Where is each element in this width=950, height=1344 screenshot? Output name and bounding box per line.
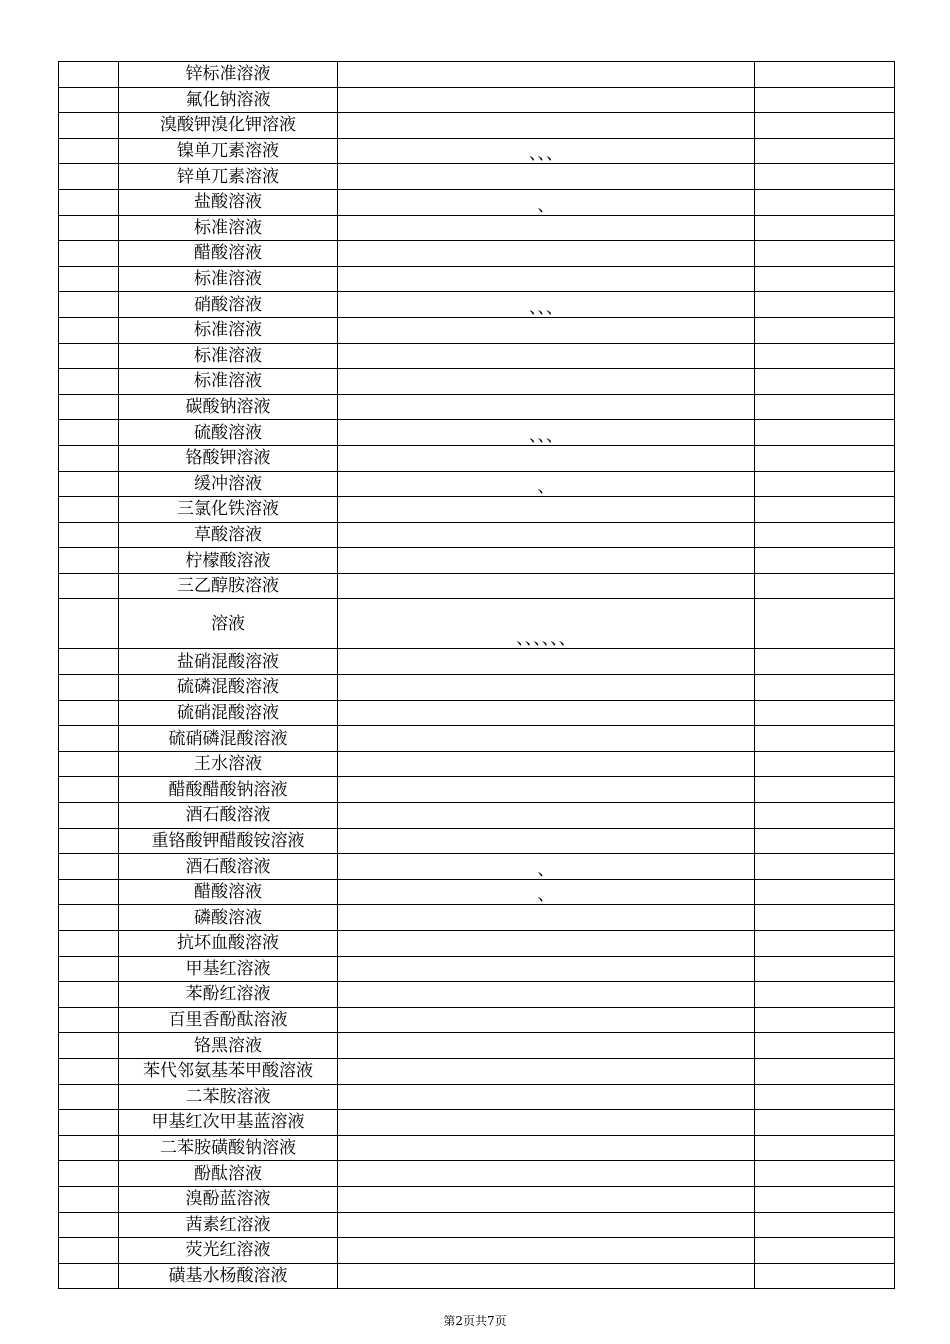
remarks-cell (755, 241, 895, 267)
remarks-cell (755, 956, 895, 982)
table-row (59, 215, 895, 241)
table-row (59, 1161, 895, 1187)
remarks-cell (755, 599, 895, 649)
remarks-cell (755, 573, 895, 599)
remarks-cell (755, 522, 895, 548)
reagent-name-cell: 苯代邻氨基苯甲酸溶液 (119, 1058, 338, 1084)
table-row (59, 445, 895, 471)
table-row (59, 522, 895, 548)
table-row (59, 548, 895, 574)
details-cell (338, 87, 755, 113)
details-cell: 、、、 (338, 420, 755, 446)
remarks-cell (755, 751, 895, 777)
remarks-cell (755, 113, 895, 139)
details-cell (338, 1033, 755, 1059)
remarks-cell (755, 879, 895, 905)
reagent-name-cell: 抗坏血酸溶液 (119, 931, 338, 957)
index-cell (59, 854, 119, 880)
table-row (59, 1084, 895, 1110)
reagent-name-cell: 重铬酸钾醋酸铵溶液 (119, 828, 338, 854)
reagent-table (58, 61, 895, 1289)
remarks-cell (755, 1084, 895, 1110)
remarks-cell (755, 369, 895, 395)
table-row (59, 1212, 895, 1238)
table-row (59, 956, 895, 982)
remarks-cell (755, 1238, 895, 1264)
index-cell (59, 982, 119, 1008)
table-row (59, 497, 895, 523)
table-row (59, 164, 895, 190)
index-cell (59, 879, 119, 905)
details-cell: 、、、 (338, 138, 755, 164)
reagent-name-cell: 荧光红溶液 (119, 1238, 338, 1264)
reagent-name-cell: 锌标准溶液 (119, 62, 338, 88)
table-row (59, 1263, 895, 1289)
index-cell (59, 1238, 119, 1264)
remarks-cell (755, 1263, 895, 1289)
remarks-cell (755, 982, 895, 1008)
reagent-name-cell: 百里香酚酞溶液 (119, 1007, 338, 1033)
table-row (59, 87, 895, 113)
remarks-cell (755, 1212, 895, 1238)
table-row (59, 931, 895, 957)
table-row (59, 879, 895, 905)
reagent-name-cell: 硝酸溶液 (119, 292, 338, 318)
details-cell (338, 1058, 755, 1084)
details-cell (338, 1212, 755, 1238)
details-cell: 、、、 (338, 292, 755, 318)
index-cell (59, 599, 119, 649)
reagent-name-cell: 二苯胺磺酸钠溶液 (119, 1135, 338, 1161)
reagent-name-cell: 标准溶液 (119, 215, 338, 241)
details-cell (338, 266, 755, 292)
table-row (59, 777, 895, 803)
remarks-cell (755, 62, 895, 88)
table-row (59, 420, 895, 446)
remarks-cell (755, 164, 895, 190)
details-cell (338, 1263, 755, 1289)
index-cell (59, 292, 119, 318)
reagent-name-cell: 铬黑溶液 (119, 1033, 338, 1059)
details-cell: 、 (338, 471, 755, 497)
reagent-name-cell: 标准溶液 (119, 343, 338, 369)
reagent-name-cell: 草酸溶液 (119, 522, 338, 548)
details-cell (338, 445, 755, 471)
details-cell (338, 215, 755, 241)
index-cell (59, 266, 119, 292)
details-cell: 、 (338, 189, 755, 215)
details-cell (338, 62, 755, 88)
remarks-cell (755, 777, 895, 803)
index-cell (59, 420, 119, 446)
table-row (59, 1058, 895, 1084)
index-cell (59, 1161, 119, 1187)
reagent-name-cell: 碳酸钠溶液 (119, 394, 338, 420)
details-cell (338, 343, 755, 369)
reagent-name-cell: 氟化钠溶液 (119, 87, 338, 113)
index-cell (59, 777, 119, 803)
index-cell (59, 343, 119, 369)
details-cell: 、 (338, 879, 755, 905)
remarks-cell (755, 189, 895, 215)
details-cell (338, 828, 755, 854)
details-cell (338, 1238, 755, 1264)
reagent-name-cell: 镍单兀素溶液 (119, 138, 338, 164)
index-cell (59, 189, 119, 215)
table-row (59, 189, 895, 215)
reagent-name-cell: 标准溶液 (119, 266, 338, 292)
remarks-cell (755, 215, 895, 241)
details-cell (338, 982, 755, 1008)
table-row (59, 726, 895, 752)
remarks-cell (755, 87, 895, 113)
details-cell (338, 369, 755, 395)
details-cell (338, 497, 755, 523)
details-cell (338, 573, 755, 599)
table-row (59, 675, 895, 701)
index-cell (59, 905, 119, 931)
reagent-name-cell: 醋酸醋酸钠溶液 (119, 777, 338, 803)
reagent-name-cell: 磷酸溶液 (119, 905, 338, 931)
remarks-cell (755, 828, 895, 854)
remarks-cell (755, 726, 895, 752)
details-cell (338, 700, 755, 726)
table-row (59, 317, 895, 343)
index-cell (59, 751, 119, 777)
index-cell (59, 1212, 119, 1238)
reagent-name-cell: 溴酚蓝溶液 (119, 1186, 338, 1212)
details-cell (338, 1007, 755, 1033)
index-cell (59, 87, 119, 113)
remarks-cell (755, 1033, 895, 1059)
table-row (59, 471, 895, 497)
details-cell (338, 241, 755, 267)
remarks-cell (755, 700, 895, 726)
table-row (59, 343, 895, 369)
index-cell (59, 317, 119, 343)
index-cell (59, 828, 119, 854)
details-cell: 、 (338, 854, 755, 880)
reagent-name-cell: 磺基水杨酸溶液 (119, 1263, 338, 1289)
table-row (59, 1110, 895, 1136)
details-cell (338, 1110, 755, 1136)
reagent-name-cell: 锌单兀素溶液 (119, 164, 338, 190)
table-row (59, 266, 895, 292)
table-row (59, 700, 895, 726)
index-cell (59, 138, 119, 164)
index-cell (59, 573, 119, 599)
index-cell (59, 700, 119, 726)
index-cell (59, 394, 119, 420)
reagent-name-cell: 溶液 (119, 599, 338, 649)
remarks-cell (755, 138, 895, 164)
reagent-name-cell: 醋酸溶液 (119, 241, 338, 267)
table-row (59, 982, 895, 1008)
reagent-name-cell: 硫磷混酸溶液 (119, 675, 338, 701)
index-cell (59, 369, 119, 395)
reagent-name-cell: 硫硝混酸溶液 (119, 700, 338, 726)
index-cell (59, 215, 119, 241)
remarks-cell (755, 905, 895, 931)
details-cell (338, 956, 755, 982)
table-row (59, 62, 895, 88)
table-row (59, 751, 895, 777)
table-row (59, 1135, 895, 1161)
reagent-name-cell: 标准溶液 (119, 317, 338, 343)
remarks-cell (755, 854, 895, 880)
table-row (59, 854, 895, 880)
table-row (59, 241, 895, 267)
remarks-cell (755, 548, 895, 574)
details-cell (338, 1135, 755, 1161)
table-row (59, 573, 895, 599)
details-cell (338, 649, 755, 675)
remarks-cell (755, 317, 895, 343)
index-cell (59, 471, 119, 497)
details-cell (338, 394, 755, 420)
reagent-name-cell: 酒石酸溶液 (119, 854, 338, 880)
remarks-cell (755, 420, 895, 446)
remarks-cell (755, 394, 895, 420)
index-cell (59, 62, 119, 88)
index-cell (59, 1135, 119, 1161)
index-cell (59, 1058, 119, 1084)
remarks-cell (755, 497, 895, 523)
index-cell (59, 931, 119, 957)
reagent-name-cell: 三氯化铁溶液 (119, 497, 338, 523)
details-cell (338, 803, 755, 829)
index-cell (59, 956, 119, 982)
details-cell (338, 548, 755, 574)
reagent-name-cell: 王水溶液 (119, 751, 338, 777)
index-cell (59, 1033, 119, 1059)
table-row (59, 394, 895, 420)
remarks-cell (755, 343, 895, 369)
details-cell (338, 1084, 755, 1110)
reagent-name-cell: 溴酸钾溴化钾溶液 (119, 113, 338, 139)
details-cell (338, 931, 755, 957)
details-cell (338, 751, 755, 777)
reagent-name-cell: 硫硝磷混酸溶液 (119, 726, 338, 752)
index-cell (59, 445, 119, 471)
details-cell (338, 777, 755, 803)
reagent-name-cell: 三乙醇胺溶液 (119, 573, 338, 599)
details-cell (338, 905, 755, 931)
table-row (59, 138, 895, 164)
details-cell (338, 1161, 755, 1187)
page-footer: 第2页共7页 (443, 1314, 507, 1328)
remarks-cell (755, 649, 895, 675)
reagent-name-cell: 酚酞溶液 (119, 1161, 338, 1187)
table-row (59, 1007, 895, 1033)
reagent-name-cell: 盐酸溶液 (119, 189, 338, 215)
table-row (59, 113, 895, 139)
details-cell: 、、、、、、 (338, 599, 755, 649)
table-row (59, 599, 895, 649)
index-cell (59, 675, 119, 701)
index-cell (59, 649, 119, 675)
details-cell (338, 1186, 755, 1212)
remarks-cell (755, 1110, 895, 1136)
remarks-cell (755, 1186, 895, 1212)
index-cell (59, 497, 119, 523)
reagent-name-cell: 缓冲溶液 (119, 471, 338, 497)
reagent-name-cell: 盐硝混酸溶液 (119, 649, 338, 675)
index-cell (59, 803, 119, 829)
index-cell (59, 1084, 119, 1110)
index-cell (59, 1263, 119, 1289)
details-cell (338, 164, 755, 190)
reagent-name-cell: 甲基红次甲基蓝溶液 (119, 1110, 338, 1136)
details-cell (338, 675, 755, 701)
remarks-cell (755, 1058, 895, 1084)
index-cell (59, 522, 119, 548)
remarks-cell (755, 1007, 895, 1033)
reagent-name-cell: 茜素红溶液 (119, 1212, 338, 1238)
table-row (59, 292, 895, 318)
index-cell (59, 548, 119, 574)
remarks-cell (755, 445, 895, 471)
index-cell (59, 726, 119, 752)
details-cell (338, 317, 755, 343)
reagent-name-cell: 酒石酸溶液 (119, 803, 338, 829)
index-cell (59, 164, 119, 190)
remarks-cell (755, 1161, 895, 1187)
table-row (59, 369, 895, 395)
table-row (59, 828, 895, 854)
remarks-cell (755, 803, 895, 829)
index-cell (59, 1186, 119, 1212)
reagent-name-cell: 苯酚红溶液 (119, 982, 338, 1008)
remarks-cell (755, 1135, 895, 1161)
remarks-cell (755, 471, 895, 497)
reagent-name-cell: 二苯胺溶液 (119, 1084, 338, 1110)
reagent-name-cell: 标准溶液 (119, 369, 338, 395)
table-row (59, 1033, 895, 1059)
reagent-name-cell: 甲基红溶液 (119, 956, 338, 982)
remarks-cell (755, 675, 895, 701)
reagent-name-cell: 硫酸溶液 (119, 420, 338, 446)
details-cell (338, 726, 755, 752)
index-cell (59, 113, 119, 139)
reagent-name-cell: 醋酸溶液 (119, 879, 338, 905)
index-cell (59, 241, 119, 267)
table-row (59, 1186, 895, 1212)
table-row (59, 649, 895, 675)
details-cell (338, 522, 755, 548)
index-cell (59, 1110, 119, 1136)
reagent-table-body (59, 62, 895, 1289)
table-row (59, 905, 895, 931)
remarks-cell (755, 931, 895, 957)
table-row (59, 803, 895, 829)
details-cell (338, 113, 755, 139)
reagent-name-cell: 柠檬酸溶液 (119, 548, 338, 574)
reagent-name-cell: 铬酸钾溶液 (119, 445, 338, 471)
remarks-cell (755, 292, 895, 318)
index-cell (59, 1007, 119, 1033)
table-row (59, 1238, 895, 1264)
remarks-cell (755, 266, 895, 292)
